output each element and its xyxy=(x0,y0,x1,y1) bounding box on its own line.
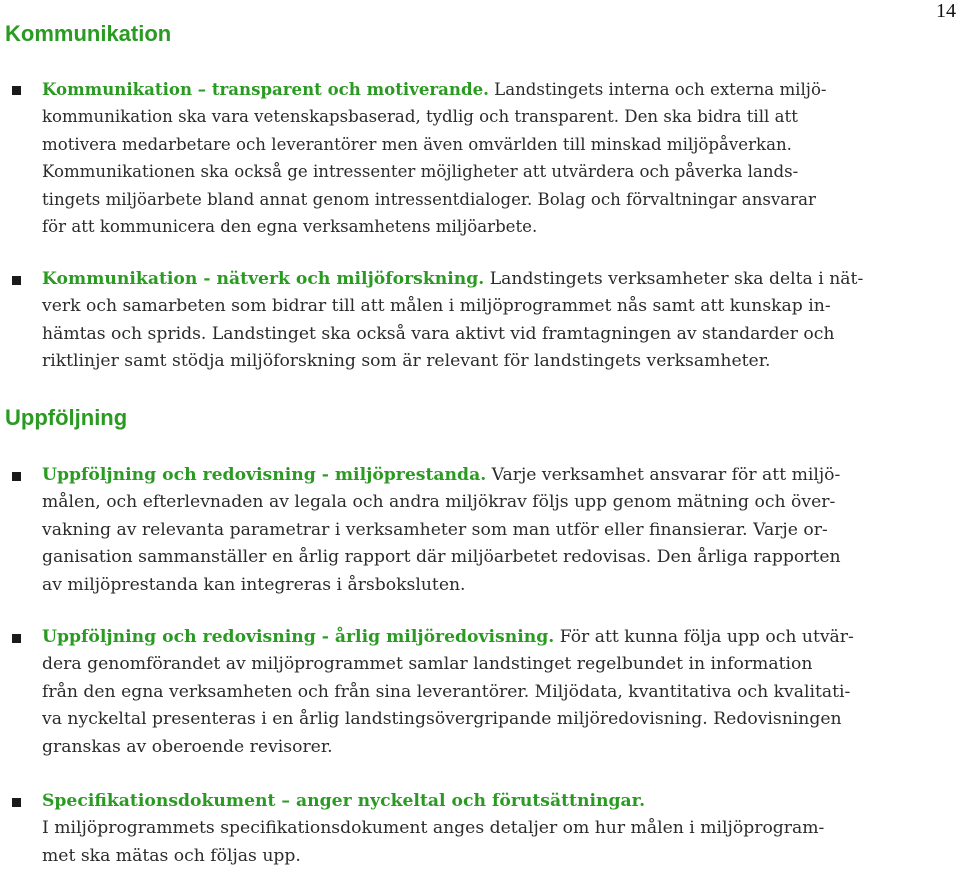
section-heading-uppfoljning: Uppföljning xyxy=(5,405,128,430)
paragraph xyxy=(42,266,950,376)
paragraph-line: Landstingets verksamheter ska delta i nät- xyxy=(484,269,864,289)
paragraph-line: va nyckeltal presenteras i en årlig landstingsövergripande miljöredovisning. Redovisningen xyxy=(42,709,842,730)
square-bullet-icon xyxy=(12,276,21,285)
paragraph-line: riktlinjer samt stödja miljöforskning som är relevant för landstingets verksamheter. xyxy=(42,351,771,372)
paragraph-line: kommunikation ska vara vetenskapsbaserad, tydlig och transparent. Den ska bidra till att xyxy=(42,107,798,127)
paragraph-line: Varje verksamhet ansvarar för att miljö- xyxy=(486,465,841,485)
square-bullet-icon xyxy=(12,798,21,807)
paragraph-line: Landstingets interna och externa miljö- xyxy=(488,80,827,99)
page-number: 14 xyxy=(936,0,956,22)
paragraph xyxy=(42,624,950,761)
square-bullet-icon xyxy=(12,86,21,95)
paragraph-line: I miljöprogrammets specifikationsdokument anges detaljer om hur målen i miljöprogram- xyxy=(42,818,825,839)
paragraph-line: Kommunikationen ska också ge intressenter möjligheter att utvärdera och påverka lands- xyxy=(42,162,799,182)
paragraph xyxy=(42,462,950,599)
paragraph-line: ganisation sammanställer en årlig rapport där miljöarbetet redovisas. Den årliga rapporten xyxy=(42,547,841,568)
paragraph-lead: Kommunikation - nätverk och miljöforskning. xyxy=(42,269,485,289)
square-bullet-icon xyxy=(12,472,21,481)
paragraph-line: met ska mätas och följas upp. xyxy=(42,845,301,866)
paragraph-lead: Uppföljning och redovisning - årlig miljöredovisning. xyxy=(42,627,555,647)
paragraph-line: motivera medarbetare och leverantörer men även omvärlden till minskad miljöpåverkan. xyxy=(42,134,792,154)
paragraph-lead: Kommunikation – transparent och motiverande. xyxy=(42,79,489,99)
paragraph-lead: Specifikationsdokument – anger nyckeltal och förutsättningar. xyxy=(42,791,646,811)
paragraph-line: för att kommunicera den egna verksamhetens miljöarbete. xyxy=(42,217,538,237)
paragraph-line: verk och samarbeten som bidrar till att målen i miljöprogrammet nås samt att kunskap in- xyxy=(42,296,831,317)
section-heading-kommunikation: Kommunikation xyxy=(5,21,172,46)
paragraph-line: För att kunna följa upp och utvär- xyxy=(554,627,854,647)
paragraph-lead: Uppföljning och redovisning - miljöprestanda. xyxy=(42,465,487,485)
paragraph-line: granskas av oberoende revisorer. xyxy=(42,736,333,757)
paragraph-line: från den egna verksamheten och från sina leverantörer. Miljödata, kvantitativa och kvalitati- xyxy=(42,681,851,702)
paragraph xyxy=(42,788,950,870)
paragraph-line: hämtas och sprids. Landstinget ska också vara aktivt vid framtagningen av standarder och xyxy=(42,323,835,344)
paragraph-line: dera genomförandet av miljöprogrammet samlar landstinget regelbundet in information xyxy=(42,654,813,675)
paragraph-line: av miljöprestanda kan integreras i årsboksluten. xyxy=(42,574,466,595)
paragraph-line: tingets miljöarbete bland annat genom intressentdialoger. Bolag och förvaltningar ansvarar xyxy=(42,189,816,209)
paragraph-line: vakning av relevanta parametrar i verksamheter som man utför eller finansierar. Varje or- xyxy=(42,519,828,540)
paragraph-line: målen, och efterlevnaden av legala och andra miljökrav följs upp genom mätning och över- xyxy=(42,492,836,513)
square-bullet-icon xyxy=(12,634,21,643)
paragraph xyxy=(42,76,950,240)
